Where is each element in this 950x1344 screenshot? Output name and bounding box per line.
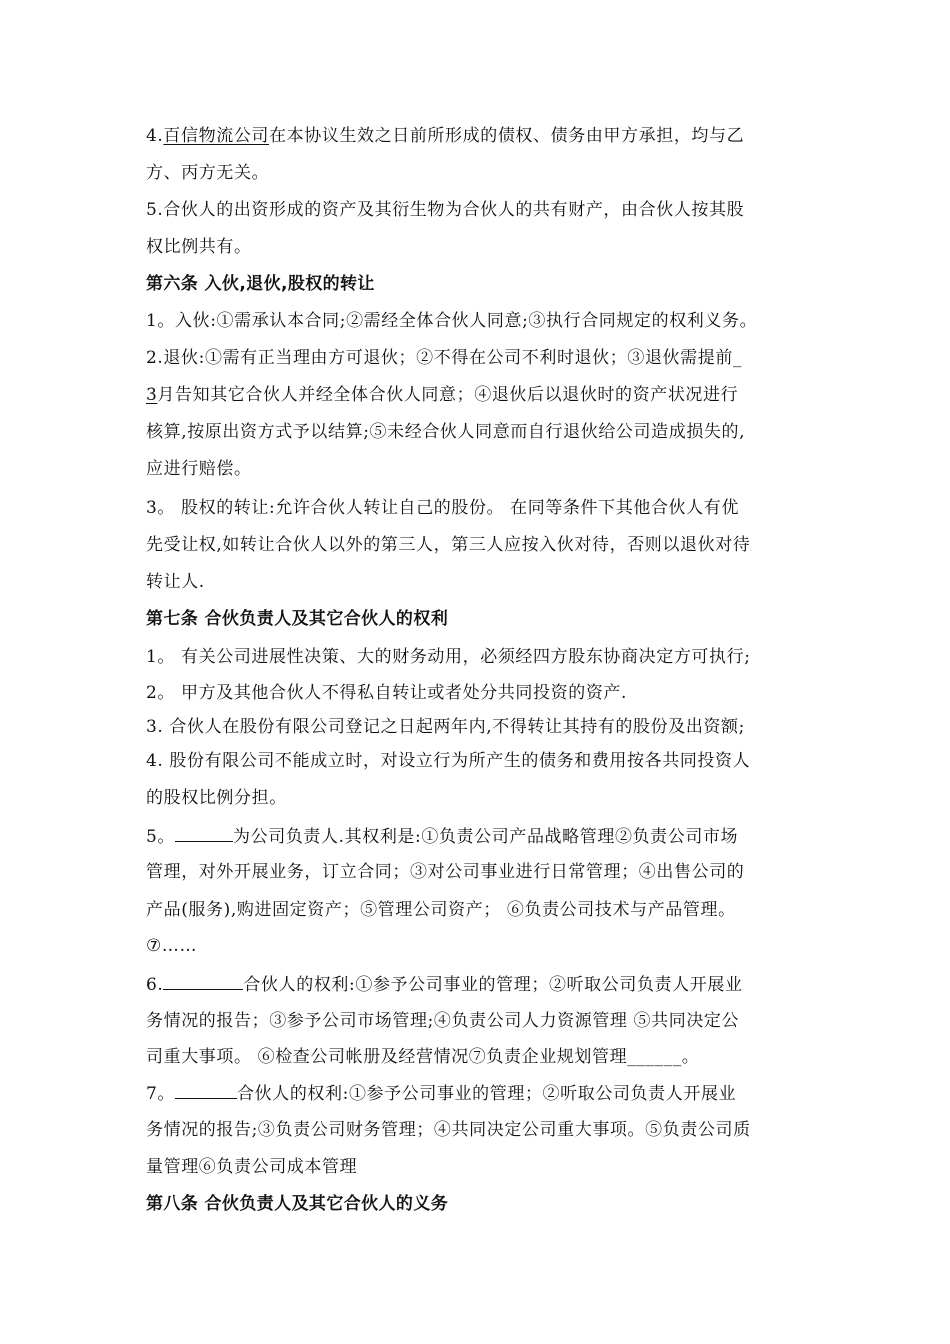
clause-5-4-text: 在本协议生效之日前所形成的债权、债务由甲方承担，均与乙	[269, 126, 745, 146]
clause-7-5-line2: 管理，对外开展业务，订立合同；③对公司事业进行日常管理；④出售公司的	[146, 862, 745, 882]
clause-6-3-line3: 转让人.	[146, 572, 205, 592]
clause-6-2-line3: 核算,按原出资方式予以结算;⑤未经合伙人同意而自行退伙给公司造成损失的,	[146, 422, 746, 442]
clause-6-3-line2: 先受让权,如转让合伙人以外的第三人，第三人应按入伙对待，否则以退伙对待	[146, 535, 751, 555]
article-6-heading: 第六条 入伙,退伙,股权的转让	[146, 274, 375, 294]
clause-7-1: 1。 有关公司进展性决策、大的财务动用，必须经四方股东协商决定方可执行;	[146, 647, 751, 667]
company-name: 百信物流公司	[163, 126, 270, 146]
clause-6-2: 2.退伙:①需有正当理由方可退伙；②不得在公司不利时退伙；③退伙需提前_	[146, 348, 743, 368]
notice-months: 3	[146, 385, 158, 405]
clause-7-7	[146, 1082, 736, 1105]
partner-blank-6	[163, 973, 243, 990]
article-8-heading: 第八条 合伙负责人及其它合伙人的义务	[146, 1194, 449, 1214]
clause-5-4	[146, 125, 744, 147]
clause-5-4-number: 4.	[146, 126, 164, 146]
clause-7-5-line3: 产品(服务),购进固定资产；⑤管理公司资产； ⑥负责公司技术与产品管理。	[146, 900, 736, 920]
responsible-person-blank	[175, 825, 233, 842]
clause-7-6-number: 6.	[146, 975, 164, 995]
clause-6-2-line2-text: 月告知其它合伙人并经全体合伙人同意；④退伙后以退伙时的资产状况进行	[157, 385, 739, 405]
clause-5-4-continued: 方、丙方无关。	[146, 163, 270, 183]
clause-7-5-text: 为公司负责人.其权利是:①负责公司产品战略管理②负责公司市场	[233, 827, 739, 847]
clause-7-5	[146, 825, 738, 848]
clause-6-2-line4: 应进行赔偿。	[146, 459, 252, 479]
article-7-heading: 第七条 合伙负责人及其它合伙人的权利	[146, 609, 449, 629]
clause-7-3: 3. 合伙人在股份有限公司登记之日起两年内,不得转让其持有的股份及出资额;	[146, 717, 745, 737]
clause-7-6-line3: 司重大事项。 ⑥检查公司帐册及经营情况⑦负责企业规划管理______。	[146, 1047, 700, 1067]
clause-7-6	[146, 973, 743, 996]
clause-7-4: 4. 股份有限公司不能成立时，对设立行为所产生的债务和费用按各共同投资人	[146, 751, 751, 771]
clause-6-3: 3。 股权的转让:允许合伙人转让自己的股份。 在同等条件下其他合伙人有优	[146, 498, 739, 518]
clause-5-5-continued: 权比例共有。	[146, 237, 252, 257]
partner-blank-7	[175, 1082, 237, 1099]
clause-7-7-line2: 务情况的报告;③负责公司财务管理；④共同决定公司重大事项。⑤负责公司质	[146, 1120, 751, 1140]
clause-7-6-line2: 务情况的报告；③参予公司市场管理;④负责公司人力资源管理 ⑤共同决定公	[146, 1011, 740, 1031]
clause-7-7-text: 合伙人的权利:①参予公司事业的管理；②听取公司负责人开展业	[237, 1084, 737, 1104]
clause-7-7-line3: 量管理⑥负责公司成本管理	[146, 1157, 358, 1177]
clause-6-2-line2	[146, 384, 738, 406]
clause-7-6-text: 合伙人的权利:①参予公司事业的管理；②听取公司负责人开展业	[243, 975, 743, 995]
clause-7-4-line2: 的股权比例分担。	[146, 788, 287, 808]
clause-7-2: 2。 甲方及其他合伙人不得私自转让或者处分共同投资的资产.	[146, 683, 628, 703]
clause-7-5-number: 5。	[146, 827, 176, 847]
clause-5-5: 5.合伙人的出资形成的资产及其衍生物为合伙人的共有财产，由合伙人按其股	[146, 200, 745, 220]
clause-6-1: 1。入伙:①需承认本合同;②需经全体合伙人同意;③执行合同规定的权利义务。	[146, 311, 758, 331]
clause-7-5-line4: ⑦……	[146, 936, 198, 956]
clause-7-7-number: 7。	[146, 1084, 176, 1104]
